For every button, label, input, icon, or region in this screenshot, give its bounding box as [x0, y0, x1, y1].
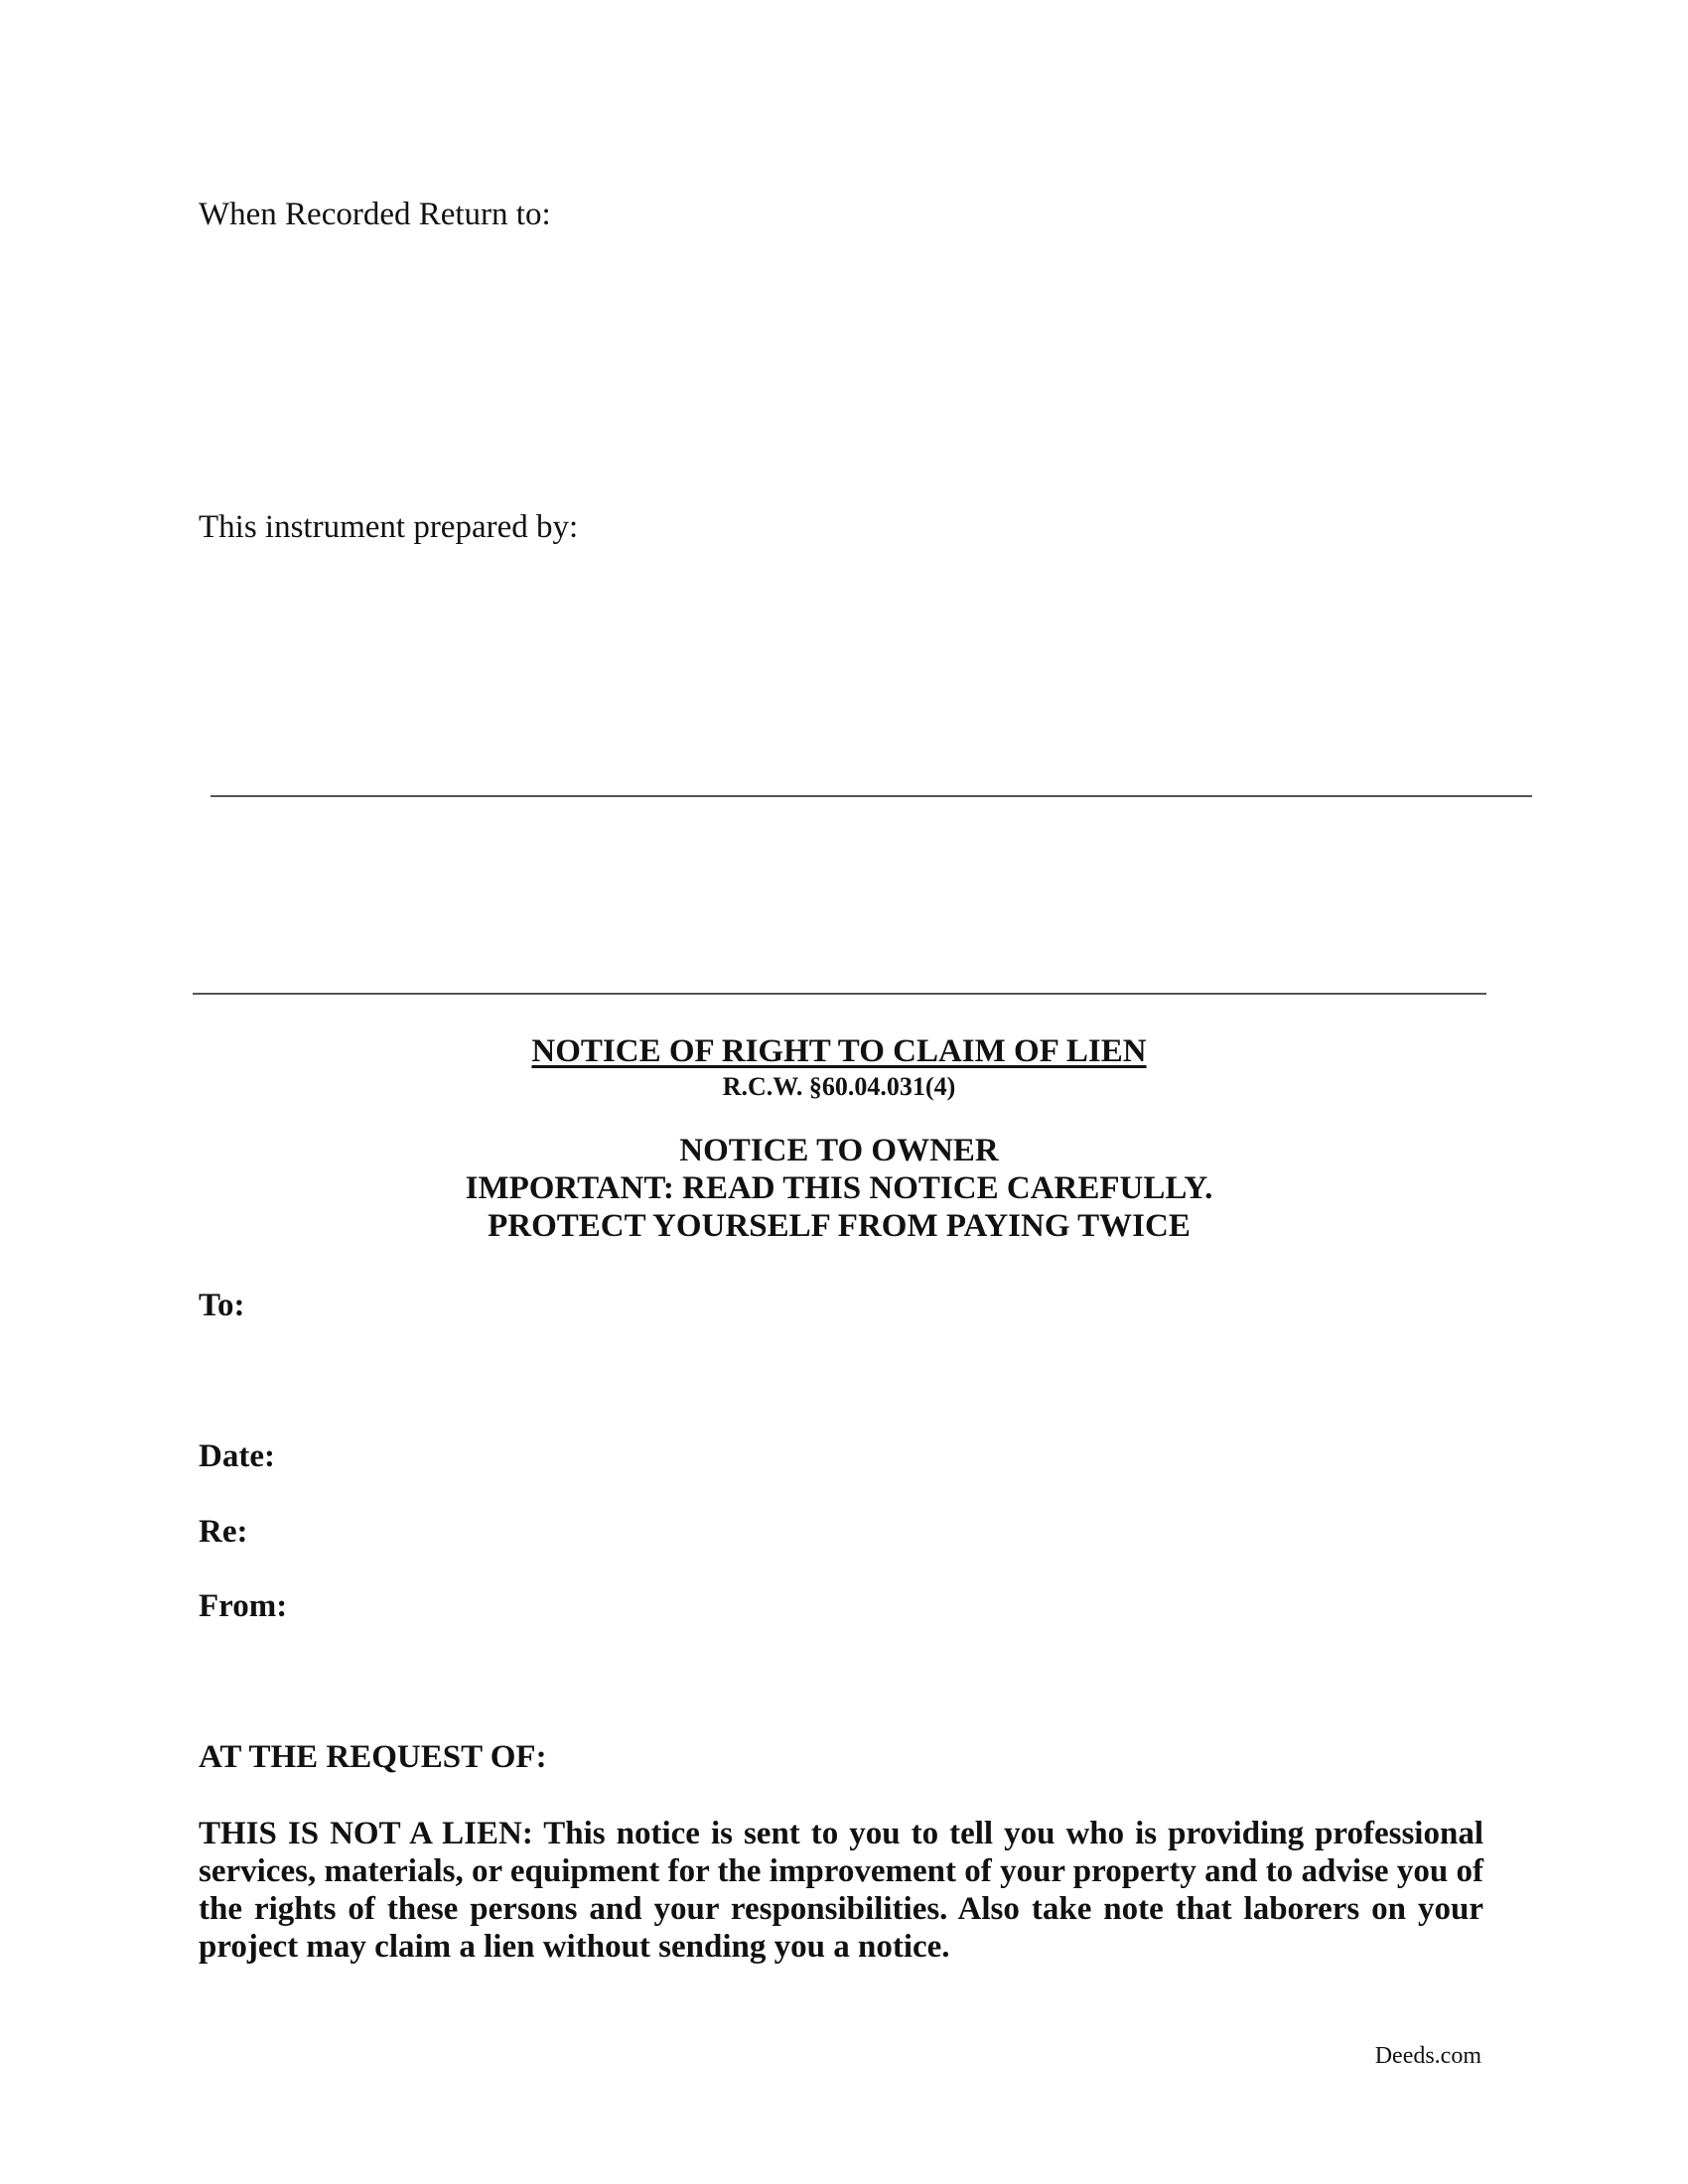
document-title-text: NOTICE OF RIGHT TO CLAIM OF LIEN — [531, 1033, 1147, 1069]
recording-area-bottom-rule — [193, 993, 1486, 995]
not-a-lien-paragraph: THIS IS NOT A LIEN: This notice is sent to you to tell you who is providing professional services, materials, or equipment for the improvement of your property and to advise you of the rights of these persons and your responsibilities. Also take note that laborers on your project may claim a lien without sending you a notice. — [199, 1816, 1483, 1965]
notice-heading — [194, 1132, 1484, 1245]
recording-area-top-rule — [211, 795, 1532, 797]
notice-heading-line-2: IMPORTANT: READ THIS NOTICE CAREFULLY. — [465, 1170, 1213, 1206]
statute-reference: R.C.W. §60.04.031(4) — [722, 1072, 956, 1101]
re-label: Re: — [199, 1514, 248, 1550]
footer-brand: Deeds.com — [1374, 2043, 1481, 2069]
date-label: Date: — [199, 1438, 275, 1474]
from-label: From: — [199, 1588, 288, 1624]
notice-heading-line-1: NOTICE TO OWNER — [679, 1133, 999, 1168]
notice-heading-line-3: PROTECT YOURSELF FROM PAYING TWICE — [488, 1208, 1191, 1244]
return-to-label: When Recorded Return to: — [199, 197, 551, 232]
at-request-label: AT THE REQUEST OF: — [199, 1739, 547, 1775]
document-title — [194, 1032, 1484, 1070]
to-label: To: — [199, 1288, 245, 1323]
prepared-by-label: This instrument prepared by: — [199, 509, 579, 545]
